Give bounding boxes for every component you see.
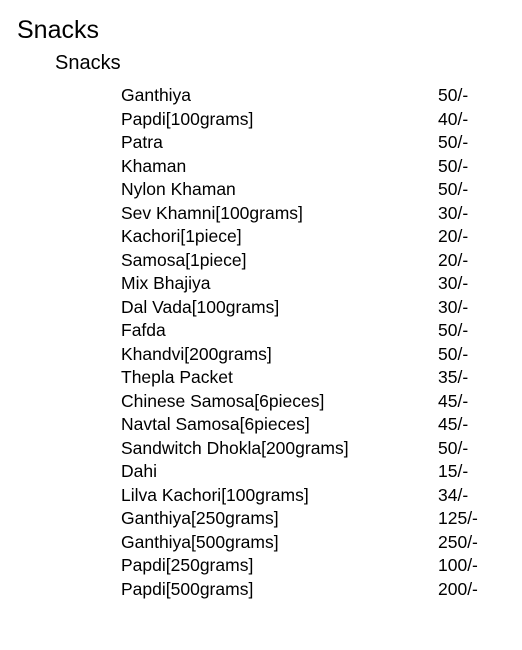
item-name: Papdi[500grams]: [121, 578, 254, 599]
item-price: 45/-: [438, 414, 469, 434]
item-name: Navtal Samosa[6pieces]: [121, 414, 310, 434]
item-price: 30/-: [438, 296, 469, 317]
item-price: 50/-: [438, 155, 469, 176]
menu-item: [121, 296, 501, 320]
item-price: 250/-: [438, 531, 478, 552]
item-name: Mix Bhajiya: [121, 273, 211, 293]
item-name: Sev Khamni[100grams]: [121, 202, 303, 223]
item-price: 20/-: [438, 226, 469, 246]
menu-item: [121, 366, 501, 390]
snack-menu-list: [121, 84, 501, 601]
menu-item: [121, 272, 501, 296]
item-price: 20/-: [438, 249, 469, 270]
menu-item: [121, 84, 501, 108]
item-price: 34/-: [438, 484, 469, 505]
item-name: Thepla Packet: [121, 367, 233, 387]
item-name: Lilva Kachori[100grams]: [121, 484, 309, 505]
menu-item: [121, 155, 501, 179]
item-price: 50/-: [438, 132, 469, 152]
item-name: Nylon Khaman: [121, 179, 236, 199]
item-name: Ganthiya[500grams]: [121, 531, 279, 552]
menu-item: [121, 108, 501, 132]
item-price: 100/-: [438, 555, 478, 575]
menu-item: [121, 178, 501, 202]
item-price: 35/-: [438, 367, 469, 387]
item-name: Chinese Samosa[6pieces]: [121, 390, 325, 411]
item-price: 40/-: [438, 108, 469, 129]
menu-item: [121, 437, 501, 461]
item-price: 50/-: [438, 179, 469, 199]
menu-item: [121, 343, 501, 367]
page-title: Snacks: [17, 16, 99, 44]
item-name: Khaman: [121, 155, 187, 176]
item-name: Kachori[1piece]: [121, 226, 242, 246]
menu-item: [121, 390, 501, 414]
menu-item: [121, 460, 501, 484]
item-price: 45/-: [438, 390, 469, 411]
item-price: 200/-: [438, 578, 478, 599]
item-price: 50/-: [438, 343, 469, 364]
item-name: Papdi[100grams]: [121, 108, 254, 129]
menu-item: [121, 578, 501, 602]
item-price: 50/-: [438, 437, 469, 458]
item-price: 50/-: [438, 85, 469, 105]
item-price: 30/-: [438, 273, 469, 293]
item-name: Dahi: [121, 461, 157, 481]
item-name: Ganthiya[250grams]: [121, 508, 279, 528]
item-name: Fafda: [121, 320, 166, 340]
menu-item: [121, 484, 501, 508]
item-price: 50/-: [438, 320, 469, 340]
menu-item: [121, 319, 501, 343]
item-name: Sandwitch Dhokla[200grams]: [121, 437, 349, 458]
item-name: Papdi[250grams]: [121, 555, 254, 575]
menu-item: [121, 225, 501, 249]
item-price: 125/-: [438, 508, 478, 528]
menu-item: [121, 554, 501, 578]
section-heading: Snacks: [55, 52, 121, 74]
menu-item: [121, 249, 501, 273]
item-name: Samosa[1piece]: [121, 249, 247, 270]
item-price: 15/-: [438, 461, 469, 481]
menu-item: [121, 507, 501, 531]
menu-item: [121, 131, 501, 155]
item-price: 30/-: [438, 202, 469, 223]
item-name: Dal Vada[100grams]: [121, 296, 280, 317]
item-name: Khandvi[200grams]: [121, 343, 272, 364]
item-name: Ganthiya: [121, 85, 192, 105]
menu-item: [121, 531, 501, 555]
menu-item: [121, 202, 501, 226]
item-name: Patra: [121, 132, 163, 152]
menu-item: [121, 413, 501, 437]
